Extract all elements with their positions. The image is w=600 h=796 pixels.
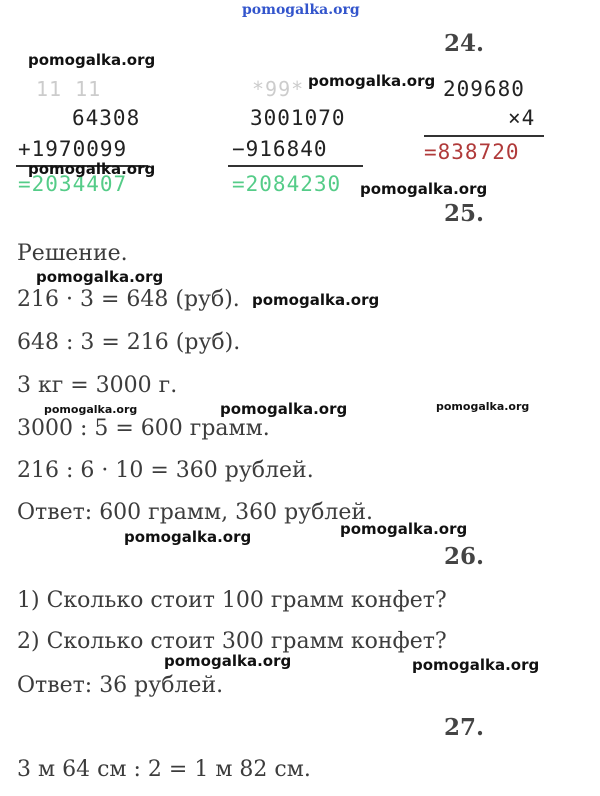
- col2-bottom: −916840: [232, 137, 328, 161]
- task-25-line: 216 : 6 · 10 = 360 рублей.: [17, 458, 314, 483]
- watermark: pomogalka.org: [220, 400, 348, 418]
- watermark: pomogalka.org: [28, 160, 156, 178]
- col1-bottom: +1970099: [18, 137, 128, 161]
- col2-result: =2084230: [232, 172, 342, 196]
- col1-carry: 11 11: [36, 77, 102, 101]
- watermark: pomogalka.org: [164, 652, 292, 670]
- watermark: pomogalka.org: [360, 180, 488, 198]
- col3-bottom: ×4: [508, 106, 536, 130]
- col1-top: 64308: [72, 106, 141, 130]
- col3-result: =838720: [424, 140, 520, 164]
- task-24-number: 24.: [444, 30, 485, 57]
- task-25-line: 3 кг = 3000 г.: [17, 373, 178, 398]
- task-25-line: 3000 : 5 = 600 грамм.: [17, 416, 270, 441]
- col3-underline: [424, 135, 544, 137]
- watermark: pomogalka.org: [28, 51, 156, 69]
- watermark: pomogalka.org: [124, 528, 252, 546]
- col2-underline: [228, 165, 363, 167]
- col3-top: 209680: [443, 77, 525, 101]
- watermark: pomogalka.org: [308, 72, 436, 90]
- task-25-line: 648 : 3 = 216 (руб).: [17, 330, 241, 355]
- task-26-answer: Ответ: 36 рублей.: [17, 673, 224, 698]
- watermark-top: pomogalka.org: [242, 2, 360, 18]
- watermark: pomogalka.org: [436, 400, 530, 413]
- task-26-line: 1) Сколько стоит 100 грамм конфет?: [17, 588, 447, 613]
- task-27-line: 3 м 64 см : 2 = 1 м 82 см.: [17, 757, 311, 782]
- task-25-number: 25.: [444, 200, 485, 227]
- watermark: pomogalka.org: [252, 291, 380, 309]
- task-26-line: 2) Сколько стоит 300 грамм конфет?: [17, 629, 447, 654]
- task-25-line: 216 · 3 = 648 (руб).: [17, 287, 240, 312]
- col2-top: 3001070: [250, 106, 346, 130]
- watermark: pomogalka.org: [412, 656, 540, 674]
- watermark: pomogalka.org: [340, 520, 468, 538]
- watermark: pomogalka.org: [44, 403, 138, 416]
- col1-result: =2034407: [18, 172, 128, 196]
- col2-carry: *99*: [252, 77, 305, 101]
- task-25-answer: Ответ: 600 грамм, 360 рублей.: [17, 500, 374, 525]
- watermark: pomogalka.org: [36, 268, 164, 286]
- task-26-number: 26.: [444, 543, 485, 570]
- task-27-number: 27.: [444, 714, 485, 741]
- task-25-line: Решение.: [17, 241, 128, 266]
